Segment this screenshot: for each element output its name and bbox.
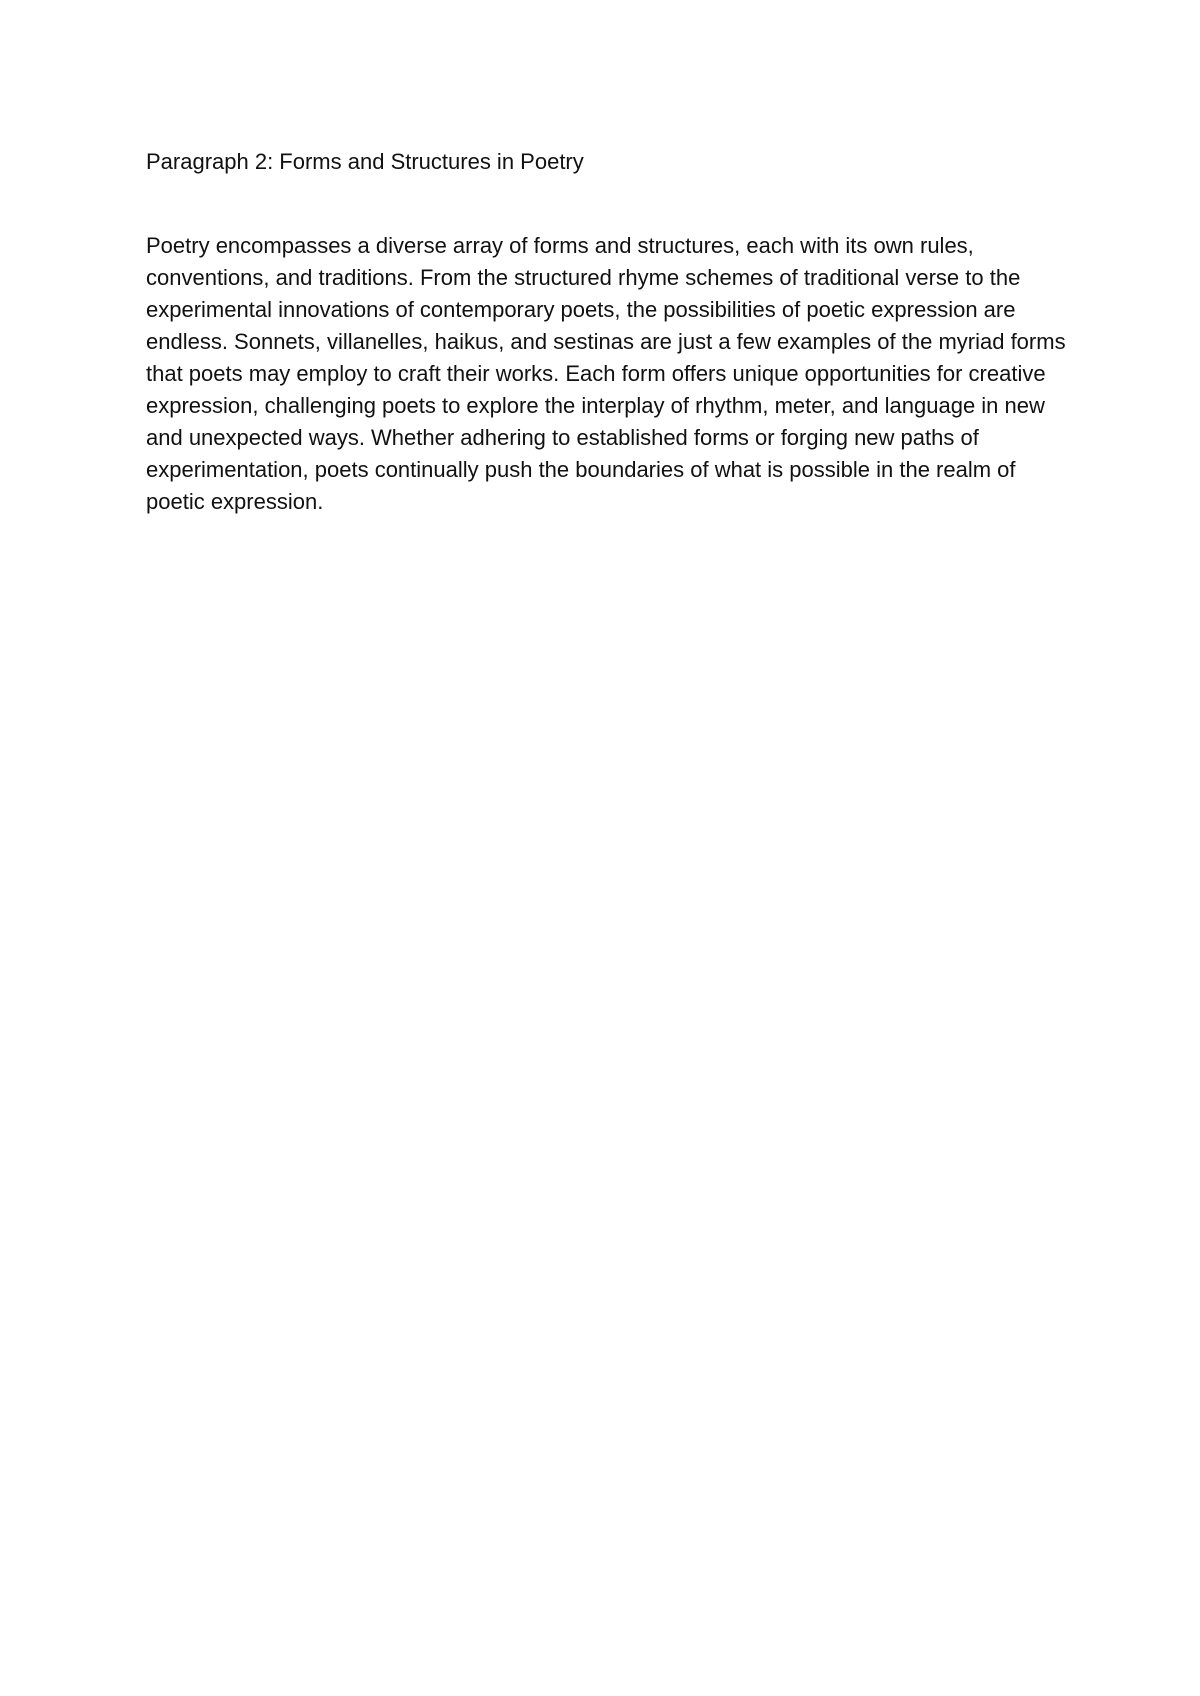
document-heading: Paragraph 2: Forms and Structures in Poetry [146,149,584,174]
document-paragraph: Poetry encompasses a diverse array of forms and structures, each with its own rules, conventions, and traditions. From the structured rhyme schemes of traditional verse to the experimental innovations of contemporary poets, the possibilities of poetic expression are endless. Sonnets, villanelles, haikus, and sestinas are just a few examples of the myriad forms that poets may employ to craft their works. Each form offers unique opportunities for creative expression, challenging poets to explore the interplay of rhythm, meter, and language in new and unexpected ways. Whether adhering to established forms or forging new paths of experimentation, poets continually push the boundaries of what is possible in the realm of poetic expression. [146,233,1066,514]
document-content [146,146,1066,518]
